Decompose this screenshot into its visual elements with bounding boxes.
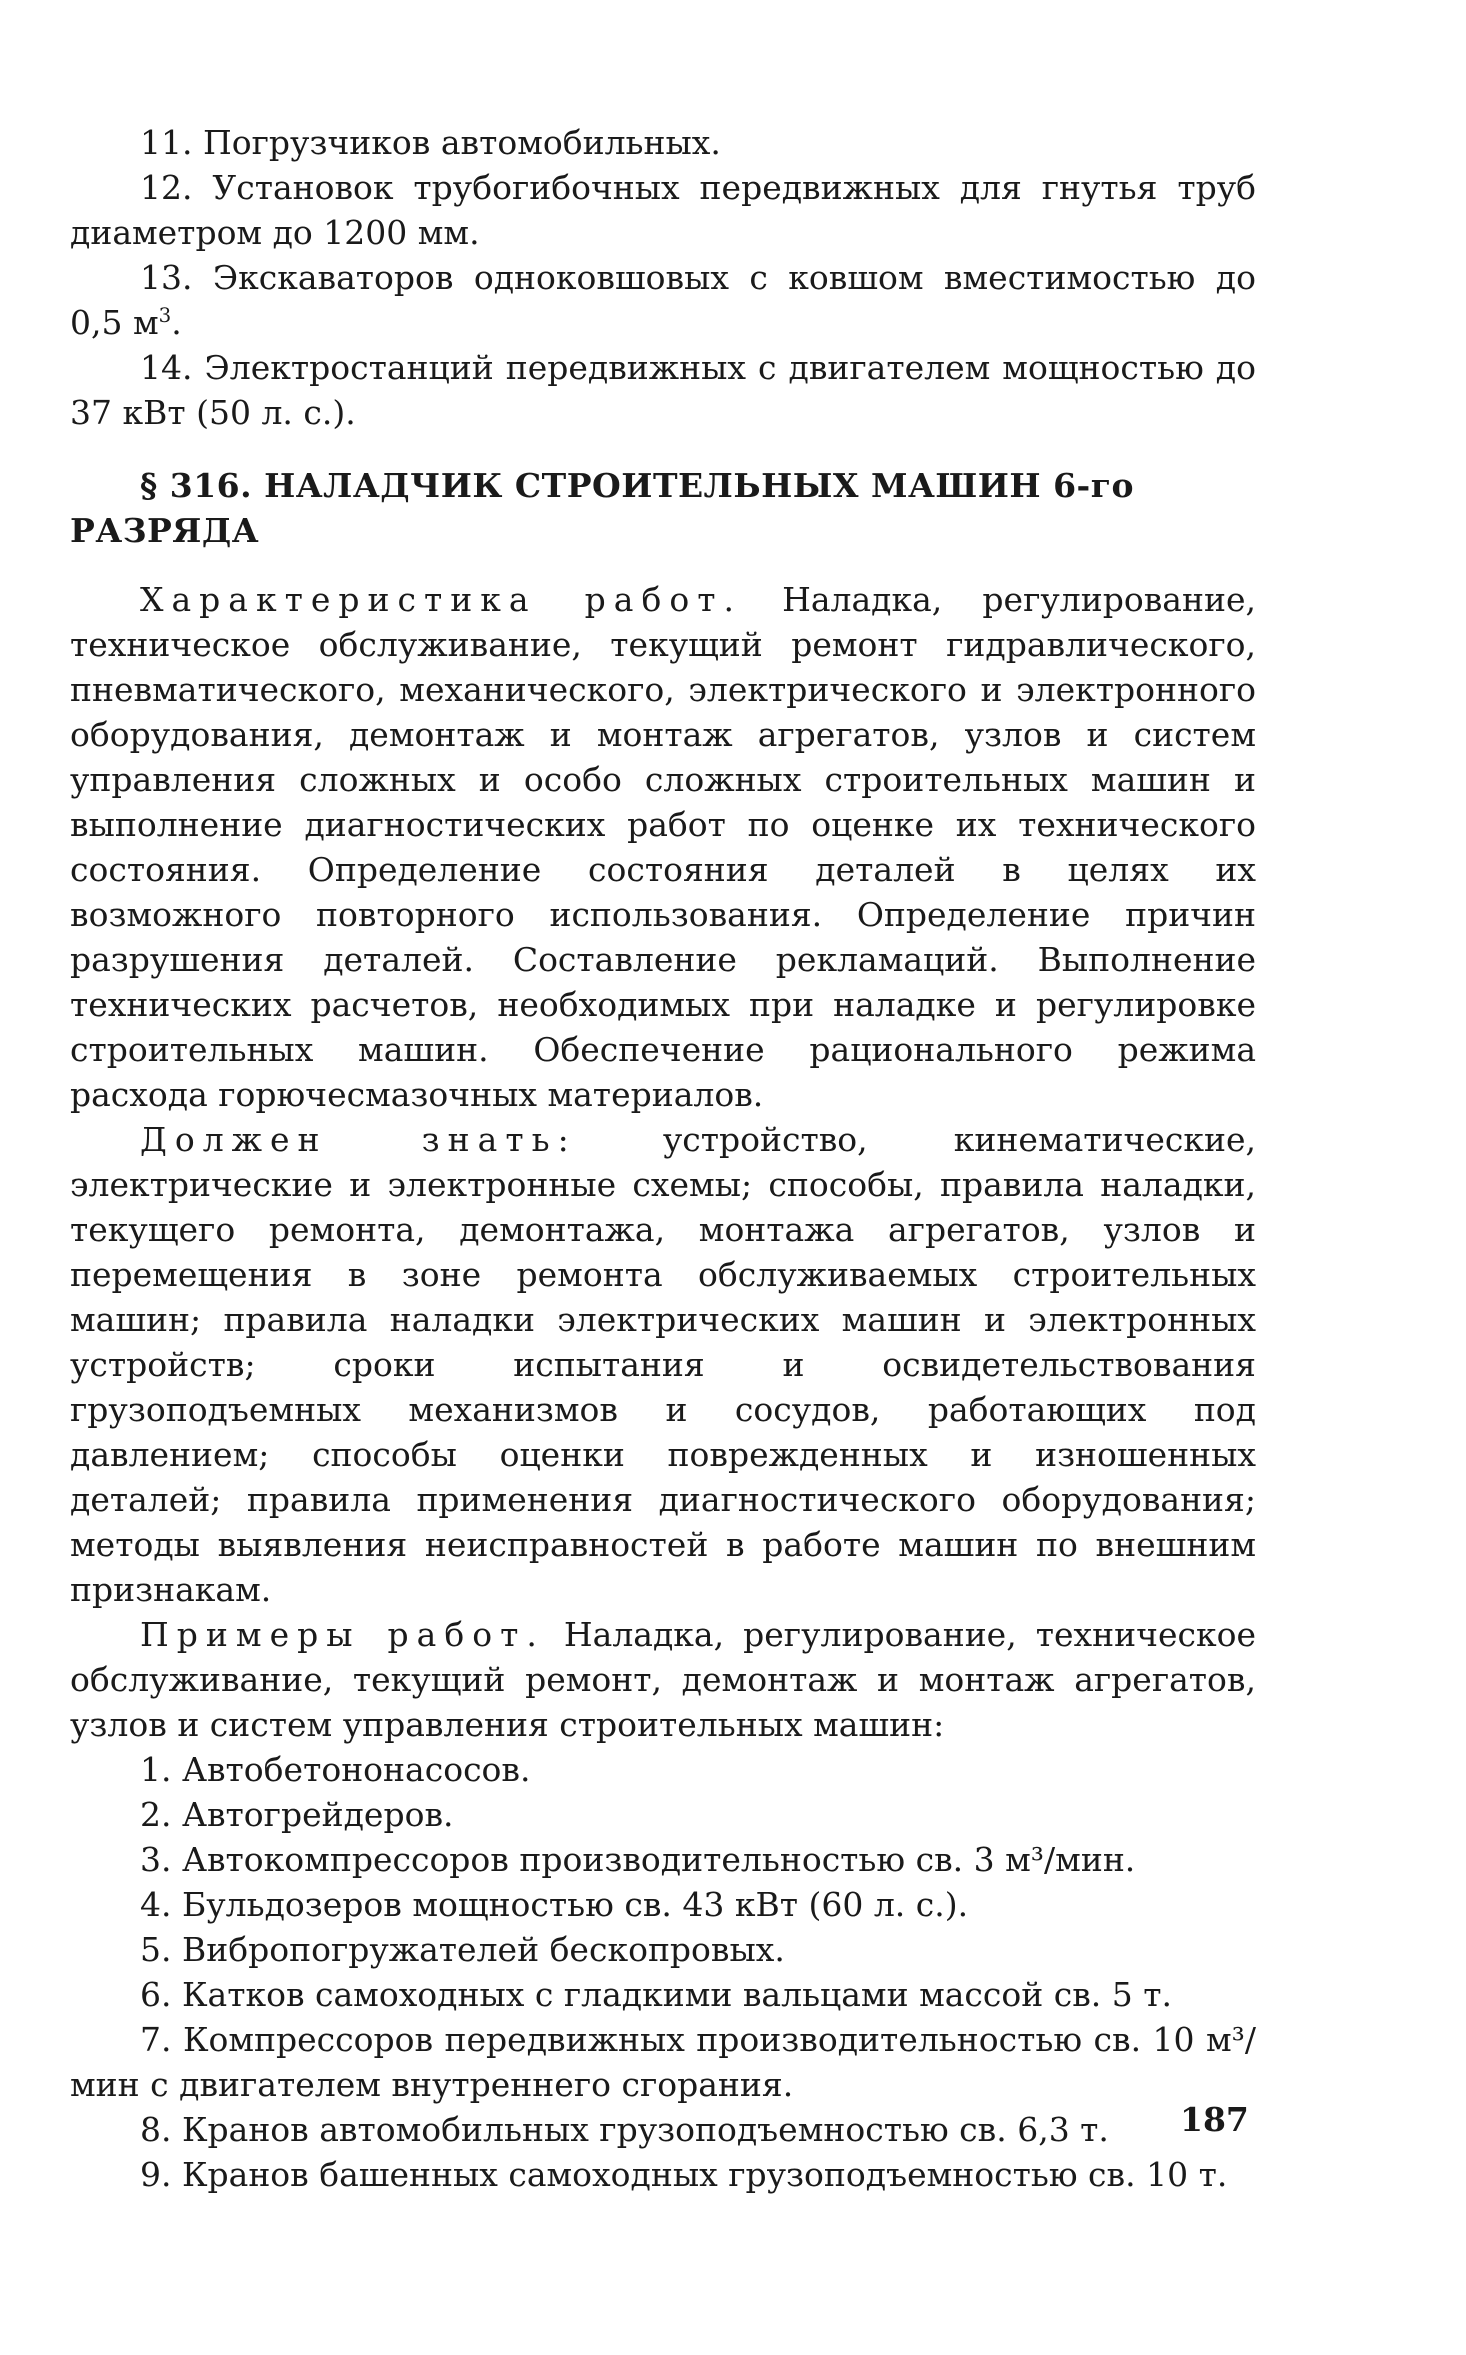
examples-label: Примеры работ. bbox=[140, 1615, 545, 1654]
list-item: 1. Автобетононасосов. bbox=[140, 1750, 531, 1789]
characteristic-text: Наладка, регулирование, техническое обслуживание, текущий ремонт гидравлического, пневматического, механического, электрического и электронного оборудования, демонтаж и монтаж агрегатов, узлов и систем управления сложных и особо сложных строительных машин и выполнение диагностических работ по оценке их технического состояния. Определение состояния деталей в целях их возможного повторного использования. Определение причин разрушения деталей. Составление рекламаций. Выполнение технических расчетов, необходимых при наладке и регулировке строительных машин. Обеспечение рационального режима расхода горючесмазочных материалов. bbox=[70, 580, 1256, 1114]
characteristic-label: Характеристика работ. bbox=[140, 580, 742, 619]
list-item: 5. Вибропогружателей бескопровых. bbox=[140, 1930, 785, 1969]
list-item: 4. Бульдозеров мощностью св. 43 кВт (60 л. с.). bbox=[140, 1885, 969, 1924]
examples-text: Наладка, регулирование, техническое обслуживание, текущий ремонт, демонтаж и монтаж агрегатов, узлов и систем управления строительных машин: bbox=[70, 1615, 1256, 1744]
must-know-paragraph bbox=[70, 1117, 1256, 1612]
list-item bbox=[70, 255, 1256, 345]
list-item: 3. Автокомпрессоров производительностью св. 3 м³/мин. bbox=[140, 1840, 1136, 1879]
list-item: 8. Кранов автомобильных грузоподъемностью св. 6,3 т. bbox=[140, 2110, 1109, 2149]
document-page bbox=[70, 120, 1256, 2197]
list-item: 7. Компрессоров передвижных производительностью св. 10 м³/мин с двигателем внутреннего сгорания. bbox=[70, 2020, 1256, 2104]
list-item-text: 13. Экскаваторов одноковшовых с ковшом вместимостью до 0,5 м bbox=[70, 258, 1256, 342]
must-know-label: Должен знать: bbox=[140, 1120, 577, 1159]
list-item: 9. Кранов башенных самоходных грузоподъемностью св. 10 т. bbox=[140, 2155, 1228, 2194]
characteristic-paragraph bbox=[70, 577, 1256, 1117]
list-item: 12. Установок трубогибочных передвижных для гнутья труб диаметром до 1200 мм. bbox=[70, 168, 1256, 252]
list-item: 2. Автогрейдеров. bbox=[140, 1795, 454, 1834]
list-item: 6. Катков самоходных с гладкими вальцами массой св. 5 т. bbox=[140, 1975, 1173, 2014]
superscript: 3 bbox=[158, 304, 172, 328]
list-item: 11. Погрузчиков автомобильных. bbox=[140, 123, 721, 162]
must-know-text: устройство, кинематические, электрические и электронные схемы; способы, правила наладки, текущего ремонта, демонтажа, монтажа агрегатов, узлов и перемещения в зоне ремонта обслуживаемых строительных машин; правила наладки электрических машин и электронных устройств; сроки испытания и освидетельствования грузоподъемных механизмов и сосудов, работающих под давлением; способы оценки поврежденных и изношенных деталей; правила применения диагностического оборудования; методы выявления неисправностей в работе машин по внешним признакам. bbox=[70, 1120, 1257, 1609]
list-item: 14. Электростанций передвижных с двигателем мощностью до 37 кВт (50 л. с.). bbox=[70, 348, 1256, 432]
section-heading: § 316. НАЛАДЧИК СТРОИТЕЛЬНЫХ МАШИН 6-го РАЗРЯДА bbox=[70, 466, 1134, 550]
list-item-end: . bbox=[171, 303, 182, 342]
page-number: 187 bbox=[1180, 2100, 1249, 2139]
examples-paragraph bbox=[70, 1612, 1256, 1747]
